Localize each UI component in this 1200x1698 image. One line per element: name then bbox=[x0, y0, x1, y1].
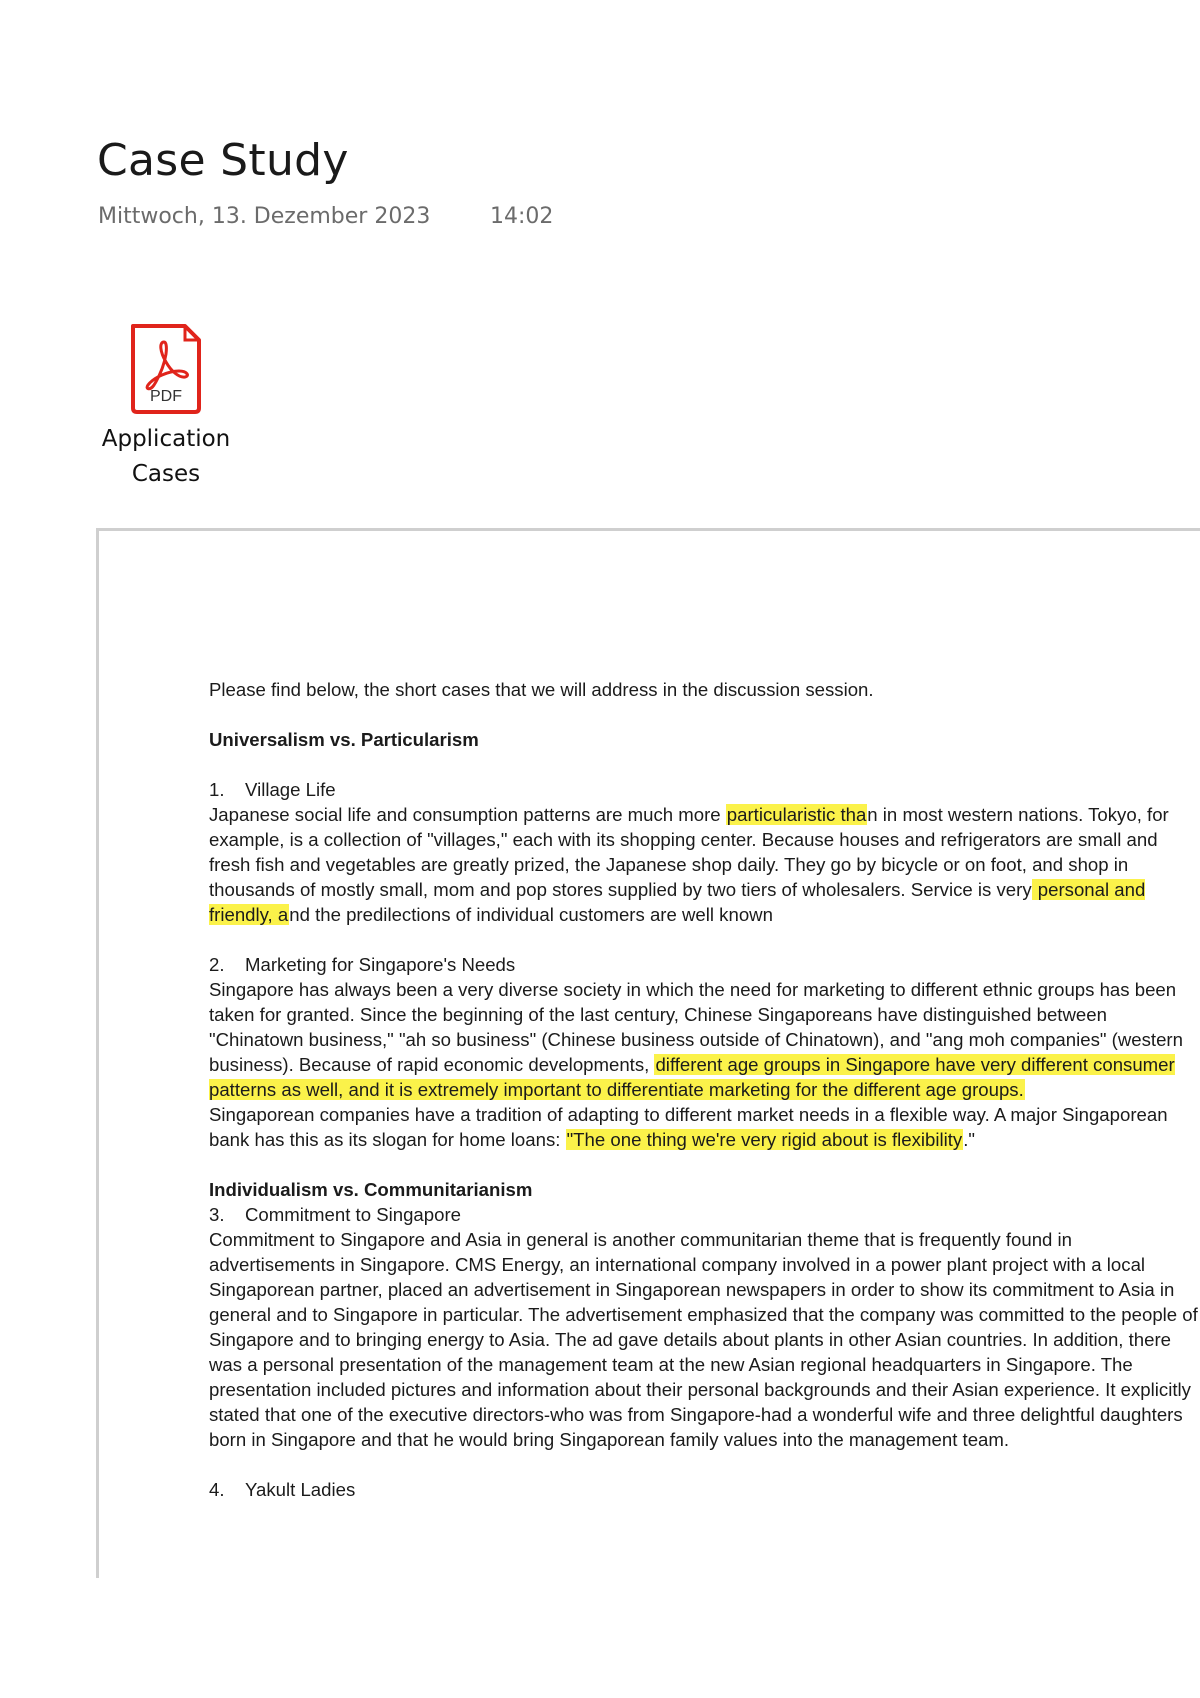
case-4-title-text: Yakult Ladies bbox=[245, 1479, 356, 1500]
case-3-body: Commitment to Singapore and Asia in general is another communitarian theme that is frequently found in advertisements in Singapore. CMS Energy, an international company involved in a power plant project with a local Singaporean partner, placed an advertisement in Singaporean newspapers in order to show its commitment to Asia in general and to Singapore in particular. The advertisement emphasized that the company was committed to the people of Singapore and to bringing energy to Asia. The ad gave details about plants in other Asian countries. In addition, there was a personal presentation of the management team at the new Asian regional headquarters in Singapore. The presentation included pictures and information about their personal backgrounds and their Asian experience. It explicitly stated that one of the executive directors-who was from Singapore-had a wonderful wife and three delightful daughters born in Singapore and that he would bring Singaporean family values into the management team. bbox=[209, 1229, 1198, 1450]
section-heading-individualism: Individualism vs. Communitarianism bbox=[209, 1179, 533, 1200]
page-date: Mittwoch, 13. Dezember 2023 bbox=[98, 204, 431, 229]
page-time: 14:02 bbox=[490, 204, 554, 229]
case-2-text-b: Singaporean companies have a tradition of adapting to different market needs in a flexible way. A major Singaporean bank has this as its slogan for home loans: bbox=[209, 1104, 1168, 1150]
case-2-body-2 bbox=[209, 1102, 1199, 1152]
case-1-text-b: n in most western nations. Tokyo, for example, is a collection of "villages," each with its shopping center. Because houses and refrigerators are small and fresh fish and vegetables are greatly prized, the Japanese shop daily. They go by bicycle or on foot, and shop in thousands of mostly small, mom and pop stores supplied by two tiers of wholesalers. Service is very bbox=[209, 804, 1169, 900]
attachment-label-line2: Cases bbox=[131, 461, 201, 487]
document-body bbox=[209, 677, 1199, 1502]
case-2-text-c: ." bbox=[963, 1129, 976, 1150]
case-3-title bbox=[209, 1202, 1199, 1227]
case-2-title bbox=[209, 952, 1199, 977]
case-4-number: 4. bbox=[209, 1479, 225, 1500]
highlight: "The one thing we're very rigid about is flexibility bbox=[566, 1129, 963, 1150]
highlight: personal and friendly, a bbox=[209, 879, 1146, 925]
case-1-text-a: Japanese social life and consumption patterns are much more bbox=[209, 804, 726, 825]
pdf-file-icon[interactable] bbox=[129, 322, 203, 414]
case-1-title-text: Village Life bbox=[245, 779, 336, 800]
case-1-body bbox=[209, 802, 1199, 927]
case-1-title bbox=[209, 777, 1199, 802]
case-2-title-text: Marketing for Singapore's Needs bbox=[245, 954, 516, 975]
pdf-icon-text: PDF bbox=[150, 388, 182, 405]
case-2-text-a: Singapore has always been a very diverse society in which the need for marketing to different ethnic groups has been taken for granted. Since the beginning of the last century, Chinese Singaporeans have distinguished between "Chinatown business," "ah so business" (Chinese business outside of Chinatown), and "ang moh companies" (western business). Because of rapid economic developments, bbox=[209, 979, 1183, 1075]
intro-text: Please find below, the short cases that we will address in the discussion session. bbox=[209, 679, 874, 700]
page-title: Case Study bbox=[97, 135, 349, 186]
case-2-body-1 bbox=[209, 977, 1199, 1102]
section-heading-universalism: Universalism vs. Particularism bbox=[209, 729, 479, 750]
case-1-number: 1. bbox=[209, 779, 225, 800]
pdf-attachment[interactable] bbox=[88, 322, 244, 492]
case-3-title-text: Commitment to Singapore bbox=[245, 1204, 461, 1225]
attachment-label-line1: Application bbox=[101, 426, 231, 452]
case-3-number: 3. bbox=[209, 1204, 225, 1225]
embedded-pdf-printout bbox=[96, 528, 1200, 1578]
highlight: particularistic tha bbox=[726, 804, 867, 825]
attachment-label[interactable] bbox=[88, 422, 244, 492]
case-4-title bbox=[209, 1477, 1199, 1502]
highlight: different age groups in Singapore have very different consumer patterns as well, and it is extremely important to differentiate marketing for the different age groups. bbox=[209, 1054, 1175, 1100]
case-1-text-c: nd the predilections of individual customers are well known bbox=[289, 904, 773, 925]
case-2-number: 2. bbox=[209, 954, 225, 975]
